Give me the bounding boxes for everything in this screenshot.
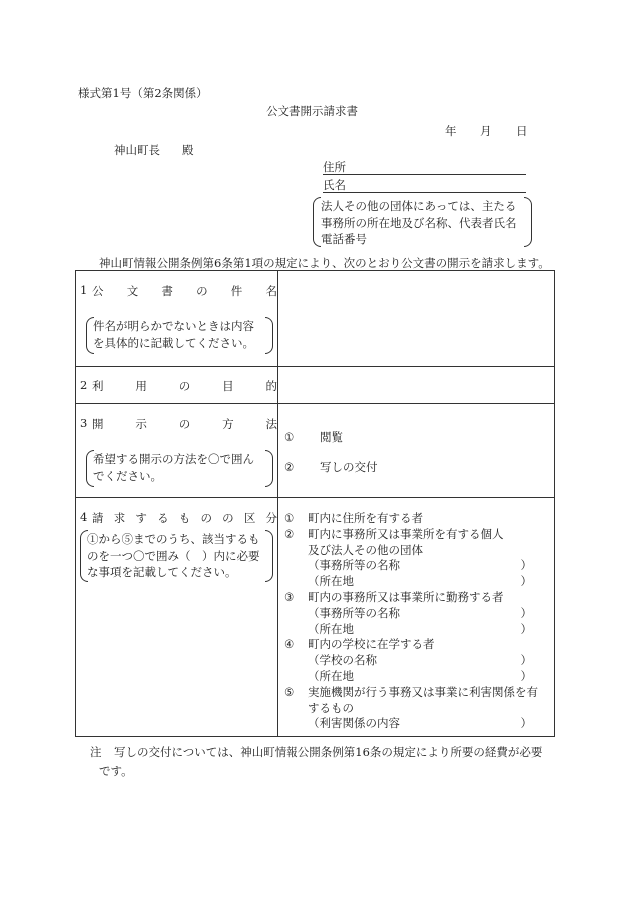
category-detail-line[interactable]	[284, 558, 532, 574]
address-label: 住所	[323, 160, 346, 174]
close-paren: ）	[520, 574, 532, 589]
request-table	[75, 270, 555, 737]
category-detail-line[interactable]	[284, 716, 532, 732]
category-detail-line[interactable]	[284, 622, 532, 638]
close-paren: ）	[520, 653, 532, 668]
corp-note-line-3: 電話番号	[321, 232, 367, 246]
category-text: 実施機関が行う事務又は事業に利害関係を有	[308, 684, 538, 699]
requester-category-list	[284, 511, 538, 732]
category-text: 町内の事務所又は事業所に勤務する者	[308, 589, 504, 604]
form-number: 様式第1号（第2条関係）	[78, 86, 208, 100]
close-paren: ）	[520, 716, 532, 731]
corp-note-line-1: 法人その他の団体にあっては、主たる	[321, 199, 517, 213]
close-paren: ）	[520, 605, 532, 620]
category-text: するもの	[308, 700, 354, 715]
category-mark: ③	[284, 589, 295, 604]
corp-note-line-2: 事務所の所在地及び名称、代表者氏名	[321, 215, 517, 230]
row1-input-area[interactable]	[278, 271, 554, 366]
category-detail-line[interactable]	[284, 606, 532, 622]
close-paren: ）	[520, 621, 532, 636]
category-mark: ④	[284, 637, 295, 652]
category-option[interactable]	[284, 684, 538, 701]
row3-note: 希望する開示の方法を〇で囲ん でください。	[86, 450, 273, 487]
row2-number: 2	[80, 378, 88, 392]
row1-number: 1	[80, 283, 88, 297]
row3-number: 3	[80, 416, 88, 430]
addressee-name: 神山町長	[114, 143, 160, 157]
category-text: 及び法人その他の団体	[308, 542, 423, 557]
category-text: 町内に事務所又は事業所を有する個人	[308, 526, 504, 541]
category-text: 町内の学校に在学する者	[308, 637, 435, 652]
corporate-note	[313, 197, 532, 247]
close-paren: ）	[520, 558, 532, 573]
date-year: 年	[445, 124, 457, 138]
category-detail-line	[284, 543, 532, 559]
category-detail-line[interactable]	[284, 574, 532, 590]
category-mark: ②	[284, 526, 295, 541]
date-day: 日	[516, 124, 528, 138]
category-mark: ⑤	[284, 684, 295, 699]
category-text: （事務所等の名称	[308, 605, 400, 620]
row4-label: 請 求 す る も の の 区 分	[92, 511, 277, 525]
date-month: 月	[480, 124, 492, 138]
category-detail-line[interactable]	[284, 653, 532, 669]
name-label: 氏名	[323, 178, 346, 192]
category-option[interactable]	[284, 511, 532, 527]
category-option[interactable]	[284, 590, 532, 606]
footnote-label: 注	[90, 745, 102, 759]
category-text: （所在地	[308, 621, 354, 636]
category-detail-line[interactable]	[284, 669, 532, 685]
page-title: 公文書開示請求書	[266, 104, 358, 118]
category-detail-line	[284, 701, 532, 717]
footnote-line-2: です。	[99, 764, 133, 778]
category-text: 町内に住所を有する者	[308, 511, 423, 525]
category-option[interactable]	[284, 637, 532, 653]
addressee-honorific: 殿	[182, 143, 194, 157]
row2-label: 利 用 の 目 的	[92, 379, 277, 393]
footnote-line-1: 写しの交付については、神山町情報公開条例第16条の規定により所要の経費が必要	[114, 745, 543, 759]
category-text: （学校の名称	[308, 653, 377, 668]
address-field[interactable]	[323, 160, 526, 175]
category-text: （所在地	[308, 574, 354, 589]
name-field[interactable]	[323, 178, 526, 193]
option-copy[interactable]: ② 写しの交付	[284, 460, 378, 474]
row2-input-area[interactable]	[278, 367, 554, 403]
row4-note: ①から⑤までのうち、該当するも のを一つ〇で囲み（ ）内に必要 な事項を記載してください。	[80, 530, 273, 582]
row3-label: 開 示 の 方 法	[92, 417, 277, 431]
category-text: （利害関係の内容	[308, 716, 400, 731]
close-paren: ）	[520, 668, 532, 683]
row1-note: 件名が明らかでないときは内容 を具体的に記載してください。	[86, 317, 273, 354]
category-text: （事務所等の名称	[308, 558, 400, 573]
option-inspection[interactable]: ① 閲覧	[284, 430, 343, 444]
row1-label: 公 文 書 の 件 名	[92, 284, 277, 298]
category-mark: ①	[284, 511, 295, 525]
category-text: （所在地	[308, 668, 354, 683]
category-option[interactable]	[284, 527, 532, 543]
intro-text: 神山町情報公開条例第6条第1項の規定により、次のとおり公文書の開示を請求します。	[99, 256, 550, 270]
row4-number: 4	[80, 510, 88, 524]
